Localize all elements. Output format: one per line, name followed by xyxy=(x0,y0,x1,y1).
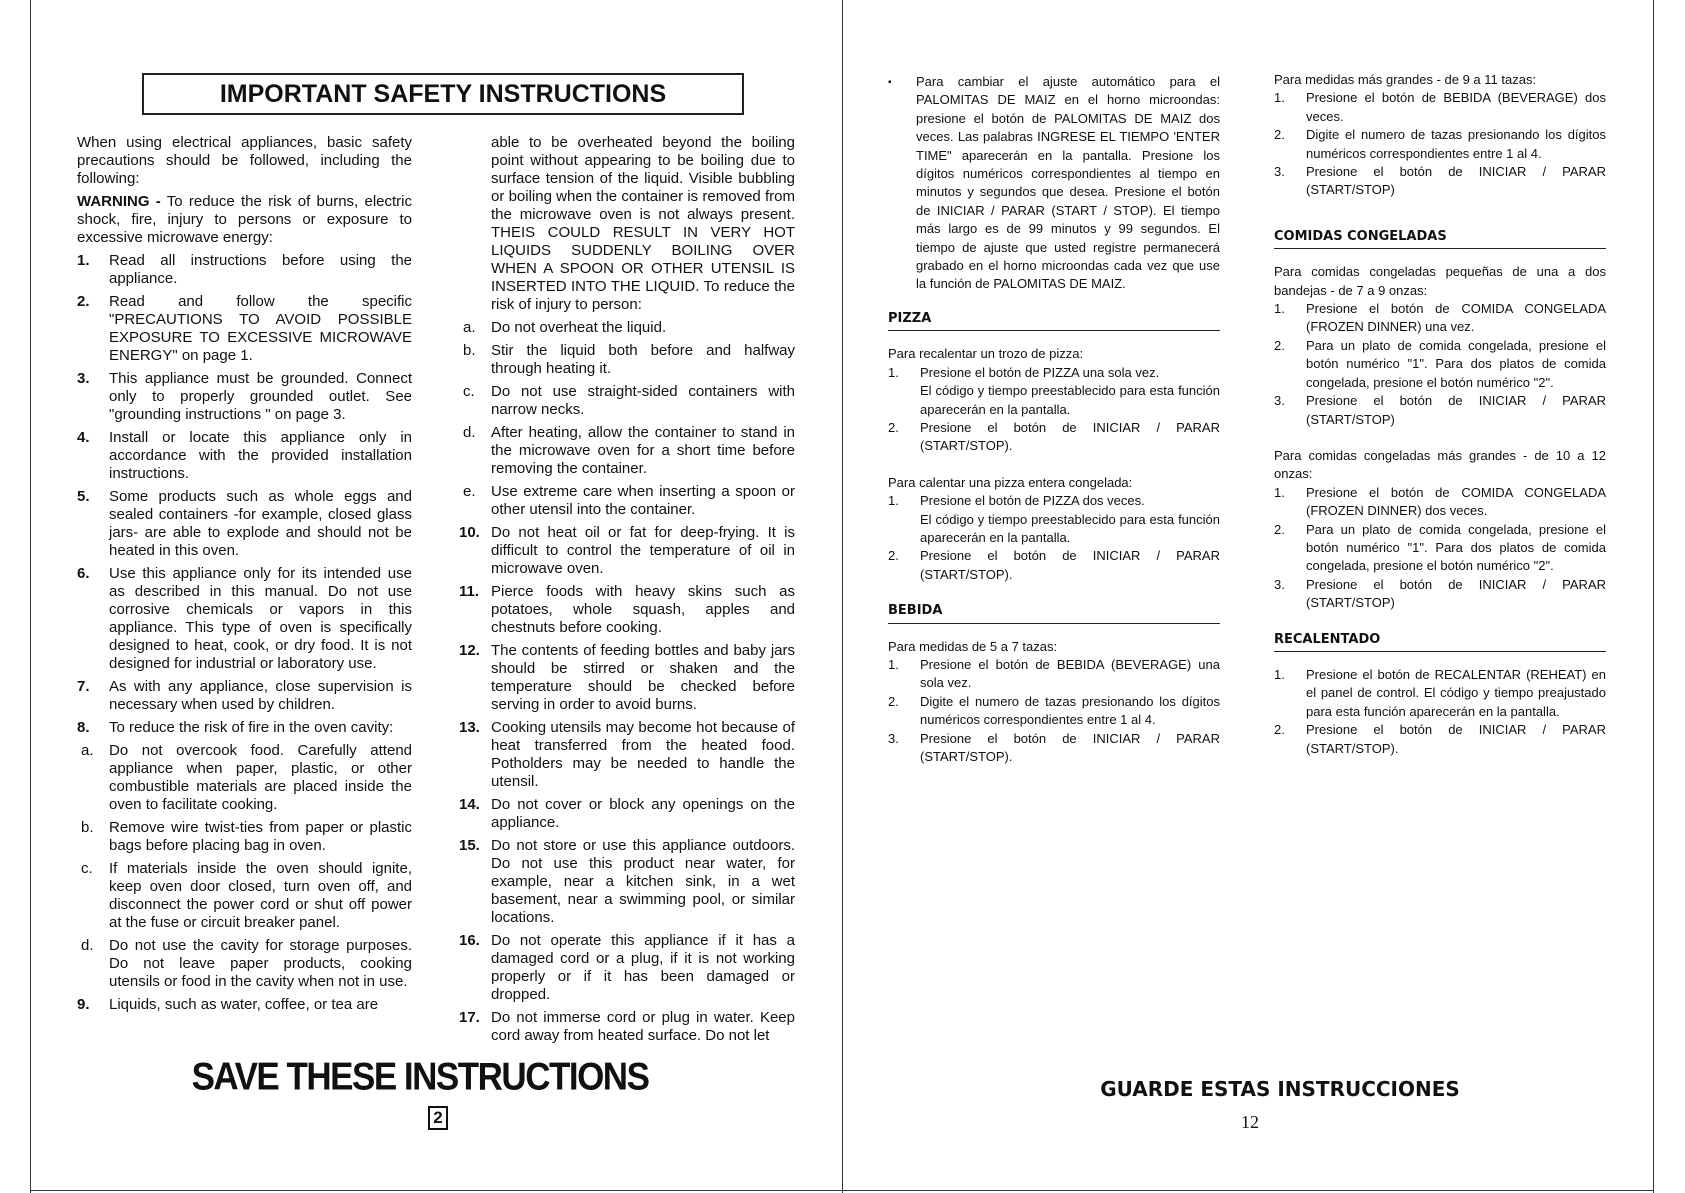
step-item xyxy=(888,547,1220,584)
page-edge-right xyxy=(1653,0,1654,1193)
list-number: c. xyxy=(463,383,475,400)
step-item xyxy=(1274,521,1606,576)
section-heading-recalentado: RECALENTADO xyxy=(1274,631,1606,652)
palomitas-bullet-item xyxy=(888,73,1220,294)
warning-label: WARNING - xyxy=(77,193,161,210)
list-text: Para un plato de comida congelada, presione el botón numérico "1". Para dos platos de comida congelada, presione el botón numérico "2". xyxy=(1306,521,1606,574)
list-text: Presione el botón de INICIAR / PARAR (START/STOP) xyxy=(1306,164,1606,198)
step-item xyxy=(1274,576,1606,613)
list-text: Presione el botón de INICIAR / PARAR (START/STOP). xyxy=(920,730,1220,764)
list-number: a. xyxy=(81,742,94,759)
bebida-intro-1: Para medidas de 5 a 7 tazas: xyxy=(888,638,1058,654)
step-item xyxy=(888,419,1220,456)
list-number: 2. xyxy=(888,548,899,564)
list-number: 1. xyxy=(1274,666,1285,682)
list-text: Use this appliance only for its intended use as described in this manual. Do not use corrosive chemicals or vapors in this appliance. This type of oven is specifically designed to heat, cook, or dry food. It is not designed for industrial or laboratory use. xyxy=(109,565,412,672)
section-heading-bebida: BEBIDA xyxy=(888,602,1220,623)
list-text: Presione el botón de PIZZA dos veces. xyxy=(920,493,1145,509)
step-item xyxy=(1274,392,1606,429)
list-text: Presione el botón de INICIAR / PARAR (START/STOP). xyxy=(1306,722,1606,756)
list-text: Presione el botón de INICIAR / PARAR (START/STOP) xyxy=(1306,576,1606,611)
page-number-right: 12 xyxy=(1241,1112,1259,1132)
step-item xyxy=(1274,337,1606,392)
list-number: 10. xyxy=(459,524,480,541)
step-item xyxy=(1274,89,1606,126)
list-number: 1. xyxy=(1274,90,1285,106)
list-number: 3. xyxy=(1274,393,1285,409)
section-heading-pizza: PIZZA xyxy=(888,310,1220,331)
list-text: Do not overheat the liquid. xyxy=(491,319,667,336)
list-number: 2. xyxy=(1274,521,1285,537)
safety-subitem xyxy=(77,742,412,814)
list-text: This appliance must be grounded. Connect only to properly grounded outlet. See "grounding instructions " on page 3. xyxy=(109,370,412,423)
safety-subitem xyxy=(459,483,795,519)
list-text: As with any appliance, close supervision is necessary when used by children. xyxy=(109,678,412,713)
list-number: 3. xyxy=(1274,164,1285,180)
list-number: 2. xyxy=(1274,127,1285,143)
left-column-1 xyxy=(77,134,412,1019)
step-item xyxy=(888,511,1220,548)
list-number: 11. xyxy=(459,583,480,600)
list-number: 3. xyxy=(77,370,90,387)
step-item xyxy=(1274,126,1606,163)
list-number: 17. xyxy=(459,1009,480,1026)
list-text: Digite el numero de tazas presionando los dígitos numéricos correspondientes entre 1 al 4. xyxy=(920,693,1220,728)
list-number: b. xyxy=(81,819,94,836)
list-text: Presione el botón de PIZZA una sola vez. xyxy=(920,364,1160,380)
list-number: 1. xyxy=(888,493,899,509)
list-number: 2. xyxy=(888,419,899,435)
list-number: 2. xyxy=(1274,722,1285,738)
list-number: 9. xyxy=(77,996,90,1013)
list-text: Do not use straight-sided containers with narrow necks. xyxy=(491,383,795,418)
list-number: 7. xyxy=(77,678,90,695)
list-number: 16. xyxy=(459,932,480,949)
list-text: Presione el botón de COMIDA CONGELADA (FROZEN DINNER) dos veces. xyxy=(1306,484,1606,519)
list-text: Presione el botón de COMIDA CONGELADA (FROZEN DINNER) una vez. xyxy=(1306,301,1606,335)
safety-item xyxy=(459,719,795,791)
safety-subitem xyxy=(77,937,412,991)
palomitas-text: Para cambiar el ajuste automático para el PALOMITAS DE MAIZ en el horno microondas: presione el botón de PALOMITAS DE MAIZ dos veces. Las palabras INGRESE EL TIEMPO 'ENTER TIME" aparecerán en la pantalla. Presione los dígitos numéricos correspondientes al tiempo en minutos y segundos que desea. Presione el botón de INICIAR / PARAR (START / STOP). El tiempo más largo es de 99 minutos y 99 segundos. El tiempo de ajuste que usted registre permanecerá grabado en el horno microondas cada vez que use la función de PALOMITAS DE MAIZ. xyxy=(916,74,1220,292)
list-number: 1. xyxy=(1274,301,1285,317)
list-text: Install or locate this appliance only in accordance with the provided installation instructions. xyxy=(109,429,412,482)
list-text: Presione el botón de RECALENTAR (REHEAT) en el panel de control. El código y tiempo preajustado para esta función aparecerán en la pantalla. xyxy=(1306,666,1606,719)
list-text: Do not immerse cord or plug in water. Keep cord away from heated surface. Do not let xyxy=(491,1009,795,1044)
step-item xyxy=(1274,666,1606,721)
list-number: 5. xyxy=(77,488,90,505)
list-text: Presione el botón de INICIAR / PARAR (START/STOP) xyxy=(1306,393,1606,427)
safety-item xyxy=(77,252,412,288)
page-edge-left xyxy=(30,0,31,1193)
list-number: 2. xyxy=(1274,337,1285,353)
list-number: 1. xyxy=(888,656,899,672)
step-item xyxy=(1274,721,1606,758)
safety-item xyxy=(459,1009,795,1045)
list-text: Presione el botón de INICIAR / PARAR (START/STOP). xyxy=(920,548,1220,582)
safety-item xyxy=(459,642,795,714)
list-number: d. xyxy=(81,937,94,954)
list-number: d. xyxy=(463,424,476,441)
list-number: 1. xyxy=(1274,484,1285,500)
save-instructions-heading: SAVE THESE INSTRUCTIONS xyxy=(191,1054,649,1099)
list-text: Do not operate this appliance if it has a damaged cord or a plug, if it is not working properly or if it has been damaged or dropped. xyxy=(491,932,795,1003)
list-number: 6. xyxy=(77,565,90,582)
list-text: El código y tiempo preestablecido para esta función aparecerán en la pantalla. xyxy=(920,383,1220,417)
safety-item xyxy=(459,583,795,637)
pizza-intro-2: Para calentar una pizza entera congelada: xyxy=(888,474,1133,490)
list-text: Pierce foods with heavy skins such as potatoes, whole squash, apples and chestnuts before cooking. xyxy=(491,583,795,636)
safety-subitem xyxy=(77,819,412,855)
list-number: 3. xyxy=(1274,576,1285,592)
safety-item xyxy=(459,524,795,578)
step-item xyxy=(1274,484,1606,521)
guarde-instrucciones-heading: GUARDE ESTAS INSTRUCCIONES xyxy=(1100,1077,1460,1101)
list-number xyxy=(888,511,920,548)
list-number: e. xyxy=(463,483,476,500)
safety-item xyxy=(459,796,795,832)
bebida-intro-2: Para medidas más grandes - de 9 a 11 tazas: xyxy=(1274,72,1537,87)
pizza-intro-1: Para recalentar un trozo de pizza: xyxy=(888,346,1084,362)
list-text: If materials inside the oven should ignite, keep oven door closed, turn oven off, and disconnect the power cord or shut off power at the fuse or circuit breaker panel. xyxy=(109,860,412,931)
list-text: Presione el botón de INICIAR / PARAR (START/STOP). xyxy=(920,419,1220,454)
intro-paragraph: When using electrical appliances, basic safety precautions should be followed, including the following: xyxy=(77,134,412,187)
list-text: Read and follow the specific "PRECAUTIONS TO AVOID POSSIBLE EXPOSURE TO EXCESSIVE MICROWAVE ENERGY" on page 1. xyxy=(109,293,412,364)
list-number: 3. xyxy=(888,730,899,746)
list-text: Use extreme care when inserting a spoon or other utensil into the container. xyxy=(491,483,795,518)
safety-item xyxy=(77,565,412,673)
step-item xyxy=(888,382,1220,419)
page-number-left: 2 xyxy=(428,1106,448,1130)
list-text: Presione el botón de BEBIDA (BEVERAGE) una sola vez. xyxy=(920,656,1220,691)
list-number: b. xyxy=(463,342,476,359)
safety-item xyxy=(77,996,412,1014)
safety-item xyxy=(77,719,412,737)
list-text: Some products such as whole eggs and sealed containers -for example, closed glass jars- are able to explode and should not be heated in this oven. xyxy=(109,488,412,559)
safety-subitem xyxy=(459,342,795,378)
list-text: To reduce the risk of fire in the oven cavity: xyxy=(109,719,394,736)
step-item xyxy=(888,656,1220,693)
list-text: Liquids, such as water, coffee, or tea are xyxy=(109,996,379,1013)
list-number: 2. xyxy=(77,293,90,310)
step-item xyxy=(1274,300,1606,337)
list-text: Remove wire twist-ties from paper or plastic bags before placing bag in oven. xyxy=(109,819,412,854)
list-number: 13. xyxy=(459,719,480,736)
list-text: Stir the liquid both before and halfway through heating it. xyxy=(491,342,795,377)
list-number: a. xyxy=(463,319,476,336)
safety-item xyxy=(459,837,795,927)
safety-subitem xyxy=(77,860,412,932)
bullet-icon: ▪ xyxy=(888,77,892,88)
list-number: 4. xyxy=(77,429,90,446)
safety-title: IMPORTANT SAFETY INSTRUCTIONS xyxy=(142,73,744,115)
list-text: Do not use the cavity for storage purposes. Do not leave paper products, cooking utensils or food in the cavity when not in use. xyxy=(109,937,412,990)
list-number xyxy=(888,382,920,419)
page-fold xyxy=(842,0,843,1193)
step-item xyxy=(888,492,1220,510)
list-number: 14. xyxy=(459,796,480,813)
safety-subitem xyxy=(459,383,795,419)
right-column-2 xyxy=(1274,71,1606,758)
list-number: 15. xyxy=(459,837,480,854)
warning-text: To reduce the risk of burns, electric shock, fire, injury to persons or exposure to excessive microwave energy: xyxy=(77,193,412,246)
comidas-intro-2: Para comidas congeladas más grandes - de 10 a 12 onzas: xyxy=(1274,447,1606,482)
list-text: Do not heat oil or fat for deep-frying. It is difficult to control the temperature of oil in microwave oven. xyxy=(491,524,795,577)
step-item xyxy=(888,364,1220,382)
step-item xyxy=(888,730,1220,767)
list-text: Do not store or use this appliance outdoors. Do not use this product near water, for example, near a kitchen sink, in a wet basement, near a swimming pool, or similar locations. xyxy=(491,837,795,926)
list-text: Digite el numero de tazas presionando los dígitos numéricos correspondientes entre 1 al 4. xyxy=(1306,127,1606,161)
list-number: c. xyxy=(81,860,93,877)
section-heading-comidas: COMIDAS CONGELADAS xyxy=(1274,228,1606,249)
list-text: Do not overcook food. Carefully attend appliance when paper, plastic, or other combustible materials are placed inside the oven to facilitate cooking. xyxy=(109,742,412,813)
list-number: 1. xyxy=(77,252,90,269)
list-number: 8. xyxy=(77,719,90,736)
item9-continued: able to be overheated beyond the boiling point without appearing to be boiling due to surface tension of the liquid. Visible bubbling or boiling when the container is removed from the microwave oven is not always present. THEIS COULD RESULT IN VERY HOT LIQUIDS SUDDENLY BOILING OVER WHEN A SPOON OR OTHER UTENSIL IS INSERTED INTO THE LIQUID. To reduce the risk of injury to person: xyxy=(491,134,795,313)
list-text: After heating, allow the container to stand in the microwave oven for a short time before removing the container. xyxy=(491,424,795,477)
list-text: El código y tiempo preestablecido para esta función aparecerán en la pantalla. xyxy=(920,511,1220,545)
list-number: 1. xyxy=(888,364,899,380)
right-column-1 xyxy=(888,73,1220,766)
step-item xyxy=(888,693,1220,730)
safety-item xyxy=(77,370,412,424)
list-number: 12. xyxy=(459,642,480,659)
left-column-2 xyxy=(459,134,795,1050)
safety-item xyxy=(459,932,795,1004)
comidas-intro-1: Para comidas congeladas pequeñas de una a dos bandejas - de 7 a 9 onzas: xyxy=(1274,264,1606,298)
list-text: Do not cover or block any openings on the appliance. xyxy=(491,796,795,831)
safety-subitem xyxy=(459,424,795,478)
safety-subitem xyxy=(459,319,795,337)
list-text: Presione el botón de BEBIDA (BEVERAGE) dos veces. xyxy=(1306,90,1606,124)
list-number: 2. xyxy=(888,693,899,709)
safety-item xyxy=(77,293,412,365)
safety-item xyxy=(77,429,412,483)
safety-item xyxy=(77,678,412,714)
list-text: The contents of feeding bottles and baby jars should be stirred or shaken and the temperature should be checked before serving in order to avoid burns. xyxy=(491,642,795,713)
warning-paragraph xyxy=(77,193,412,247)
list-text: Cooking utensils may become hot because of heat transferred from the heated food. Potholders may be needed to handle the utensil. xyxy=(491,719,795,790)
step-item xyxy=(1274,163,1606,200)
safety-item xyxy=(77,488,412,560)
list-text: Read all instructions before using the appliance. xyxy=(109,252,412,287)
list-text: Para un plato de comida congelada, presione el botón numérico "1". Para dos platos de comida congelada, presione el botón numérico "2". xyxy=(1306,337,1606,390)
